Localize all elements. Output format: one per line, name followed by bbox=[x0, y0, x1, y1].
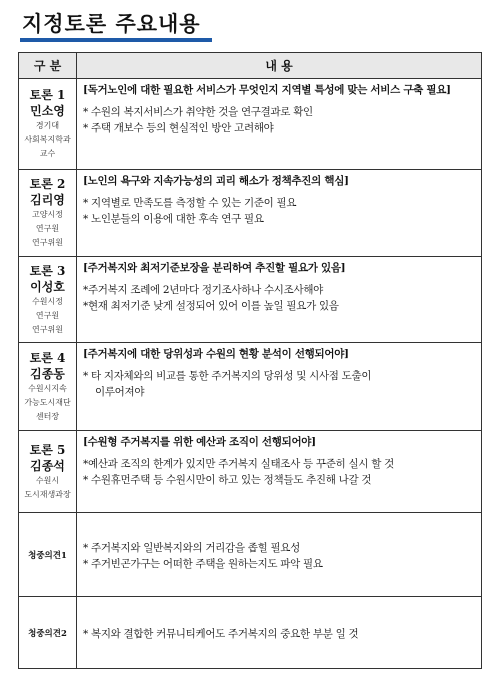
speaker-cell bbox=[19, 170, 77, 257]
table-row bbox=[19, 513, 482, 597]
speaker-label: 토론 2 bbox=[29, 177, 66, 191]
speaker-name: 김리영 bbox=[30, 193, 65, 207]
content-cell bbox=[77, 257, 482, 343]
speaker-affiliation: 가능도시재단 bbox=[24, 397, 71, 407]
table-row bbox=[19, 343, 482, 431]
page-title: 지정토론 주요내용 bbox=[22, 12, 201, 36]
col-header-category: 구 분 bbox=[19, 53, 77, 79]
bullet-item: * 주거빈곤가구는 어떠한 주택을 원하는지도 파악 필요 bbox=[83, 557, 323, 570]
speaker-affiliation: 연구원 bbox=[35, 310, 60, 320]
bullet-item: * 노인분들의 이용에 대한 후속 연구 필요 bbox=[83, 213, 264, 225]
speaker-name: 이성호 bbox=[30, 279, 65, 294]
bullet-item: *주거복지 조례에 2년마다 정기조사하나 수시조사해야 bbox=[83, 284, 324, 296]
topic-headline: [수원형 주거복지를 위한 예산과 조직이 선행되어야] bbox=[83, 436, 316, 448]
speaker-label: 토론 3 bbox=[29, 263, 66, 278]
speaker-affiliation: 수원시지속 bbox=[28, 383, 67, 393]
bullet-item: * 복지와 결합한 커뮤니티케어도 주거복지의 중요한 부분 일 것 bbox=[83, 627, 359, 640]
bullet-item: * 주거복지와 일반복지와의 거리감을 좁힐 필요성 bbox=[83, 541, 300, 554]
bullet-item: 이루어져야 bbox=[95, 386, 145, 398]
content-cell bbox=[77, 343, 482, 431]
speaker-label: 토론 4 bbox=[29, 350, 66, 365]
title-underline bbox=[20, 38, 212, 42]
speaker-affiliation: 수원시정 bbox=[32, 296, 63, 306]
speaker-affiliation: 교수 bbox=[39, 149, 56, 158]
speaker-affiliation: 경기대 bbox=[35, 121, 60, 130]
speaker-cell bbox=[19, 257, 77, 343]
content-cell bbox=[77, 597, 482, 669]
speaker-cell bbox=[19, 343, 77, 431]
content-cell bbox=[77, 170, 482, 257]
table-row bbox=[19, 597, 482, 669]
content-cell bbox=[77, 513, 482, 597]
topic-headline: [노인의 욕구와 지속가능성의 괴리 해소가 정책추진의 핵심] bbox=[83, 175, 349, 187]
speaker-label: 토론 5 bbox=[29, 442, 66, 457]
audience-label: 청중의견1 bbox=[28, 550, 67, 561]
speaker-label: 토론 1 bbox=[29, 88, 66, 102]
table-row bbox=[19, 431, 482, 513]
table-row bbox=[19, 79, 482, 170]
content-cell bbox=[77, 79, 482, 170]
speaker-affiliation: 연구위원 bbox=[32, 324, 63, 334]
bullet-item: *현재 최저기준 낮게 설정되어 있어 이를 높일 필요가 있음 bbox=[83, 300, 339, 312]
bullet-item: * 타 지자체와의 비교를 통한 주거복지의 당위성 및 시사점 도출이 bbox=[83, 370, 372, 382]
bullet-item: * 지역별로 만족도를 측정할 수 있는 기준이 필요 bbox=[83, 197, 297, 209]
content-cell bbox=[77, 431, 482, 513]
bullet-item: * 수원휴먼주택 등 수원시만이 하고 있는 정책들도 추진해 나갈 것 bbox=[83, 474, 372, 486]
bullet-item: * 주택 개보수 등의 현실적인 방안 고려해야 bbox=[83, 122, 274, 134]
topic-headline: [주거복지와 최저기준보장을 분리하여 추진할 필요가 있음] bbox=[83, 262, 346, 274]
speaker-cell bbox=[19, 431, 77, 513]
speaker-affiliation: 도시재생과장 bbox=[24, 489, 71, 499]
speaker-affiliation: 고양시정 bbox=[32, 210, 63, 219]
speaker-affiliation: 센터장 bbox=[35, 411, 60, 421]
topic-headline: [주거복지에 대한 당위성과 수원의 현황 분석이 선행되어야] bbox=[83, 348, 349, 360]
speaker-cell bbox=[19, 79, 77, 170]
speaker-name: 김종석 bbox=[30, 458, 65, 473]
table-row bbox=[19, 170, 482, 257]
speaker-affiliation: 사회복지학과 bbox=[24, 135, 71, 144]
speaker-name: 민소영 bbox=[30, 104, 65, 118]
speaker-name: 김종동 bbox=[30, 366, 65, 381]
col-header-content: 내 용 bbox=[77, 53, 482, 79]
topic-headline: [독거노인에 대한 필요한 서비스가 무엇인지 지역별 특성에 맞는 서비스 구축 필요] bbox=[83, 84, 451, 96]
audience-cell bbox=[19, 597, 77, 669]
audience-label: 청중의견2 bbox=[28, 628, 67, 639]
bullet-item: *예산과 조직의 한계가 있지만 주거복지 실태조사 등 꾸준히 실시 할 것 bbox=[83, 458, 394, 470]
discussion-table bbox=[18, 52, 482, 669]
table-row bbox=[19, 257, 482, 343]
speaker-affiliation: 연구원 bbox=[35, 224, 60, 233]
table-header-row bbox=[19, 53, 482, 79]
audience-cell bbox=[19, 513, 77, 597]
speaker-affiliation: 수원시 bbox=[35, 475, 60, 485]
speaker-affiliation: 연구위원 bbox=[32, 238, 63, 247]
bullet-item: * 수원의 복지서비스가 취약한 것을 연구결과로 확인 bbox=[83, 106, 313, 118]
